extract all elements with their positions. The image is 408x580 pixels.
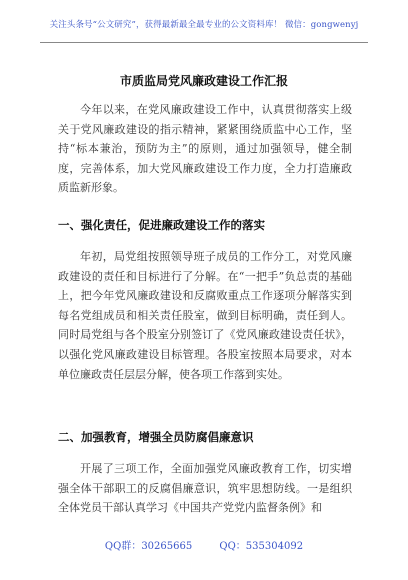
- header-notice: 关注头条号“公文研究”，获得最新最全最专业的公文资料库！ 微信：gongwenyj: [49, 20, 359, 30]
- footer-contacts: [0, 537, 408, 552]
- section2-paragraph: [58, 459, 352, 518]
- footer-qq: QQ：535304092: [219, 541, 304, 552]
- header-divider: [40, 42, 368, 43]
- document-title: 市质监局党风廉政建设工作汇报: [119, 74, 288, 88]
- section2-heading: 二、加强教育，增强全员防腐倡廉意识: [58, 430, 254, 444]
- intro-paragraph: [58, 100, 352, 198]
- section1-heading: 一、强化责任，促进廉政建设工作的落实: [58, 218, 265, 232]
- section1-paragraph: [58, 247, 352, 384]
- intro-text: 今年以来，在党风廉政建设工作中，认真贯彻落实上级关于党风廉政建设的指示精神，紧紧围绕质监中心工作，坚持“标本兼治，预防为主”的原则，通过加强领导，健全制度，完善体系，加大党风廉政建设工作力度，全力打造廉政质监新形象。: [58, 103, 352, 195]
- footer-qq-group: QQ群：30265665: [104, 541, 193, 552]
- section2-text: 开展了三项工作，全面加强党风廉政教育工作，切实增强全体干部职工的反腐倡廉意识，筑牢思想防线。一是组织全体党员干部认真学习《中国共产党党内监督条例》和: [58, 462, 352, 515]
- section1-text: 年初，局党组按照领导班子成员的工作分工，对党风廉政建设的责任和目标进行了分解。在“一把手”负总责的基础上，把今年党风廉政建设和反腐败重点工作逐项分解落实到每名党组成员和相关责任股室，做到目标明确，责任到人。同时局党组与各个股室分别签订了《党风廉政建设责任状》，以强化党风廉政建设目标管理。各股室按照本局要求，对本单位廉政责任层层分解，使各项工作落到实处。: [58, 250, 352, 381]
